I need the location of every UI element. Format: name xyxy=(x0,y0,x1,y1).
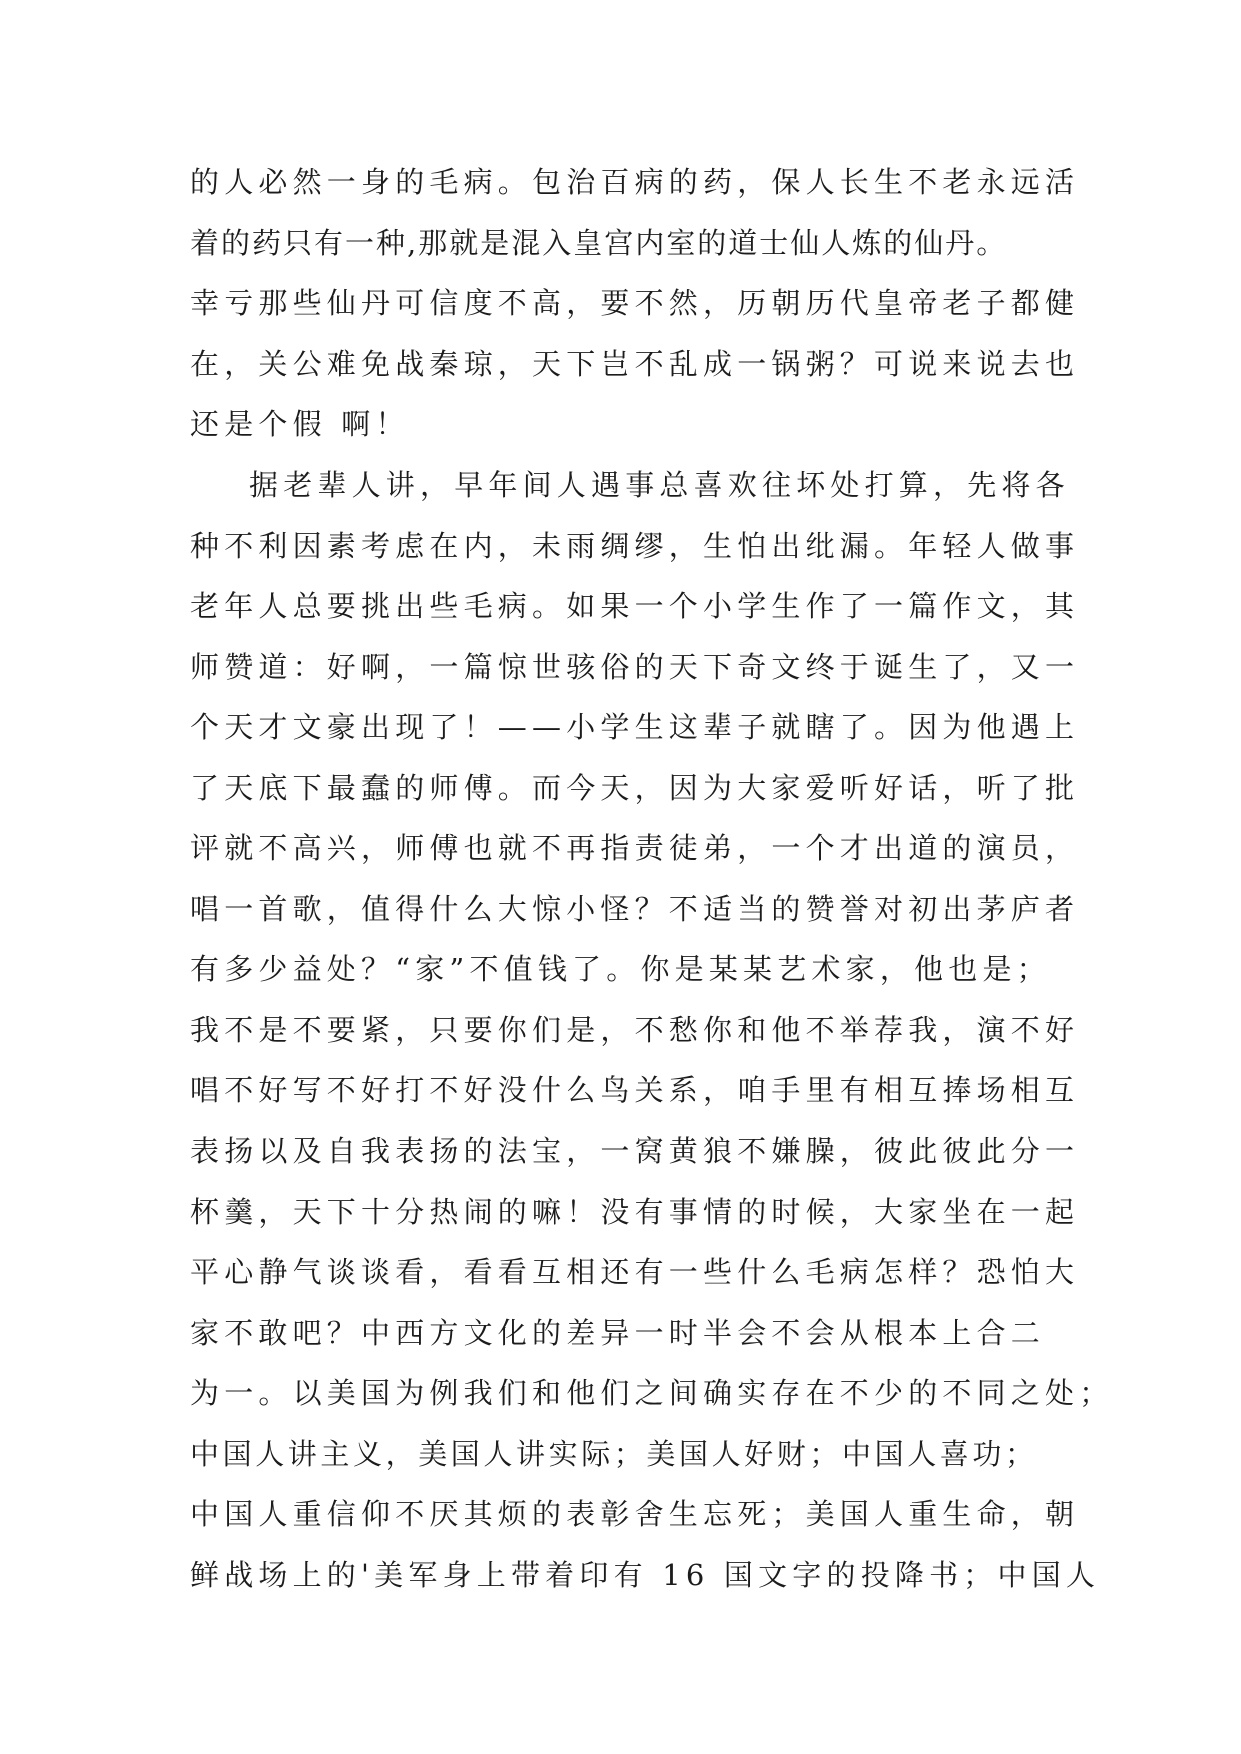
paragraph-start-line: 据老辈人讲，早年间人遇事总喜欢往坏处打算，先将各 xyxy=(249,468,1070,502)
text-line: 鲜战场上的'美军身上带着印有 16 国文字的投降书；中国人 xyxy=(190,1558,1101,1592)
text-line: 在，关公难免战秦琼，天下岂不乱成一锅粥？可说来说去也 xyxy=(190,347,1080,381)
text-line: 中国人重信仰不厌其烦的表彰舍生忘死；美国人重生命，朝 xyxy=(190,1497,1080,1531)
text-line: 还是个假 啊！ xyxy=(190,407,410,441)
text-line: 中国人讲主义，美国人讲实际；美国人好财；中国人喜功； xyxy=(190,1437,1038,1471)
text-line: 着的药只有一种,那就是混入皇宫内室的道士仙人炼的仙丹。 xyxy=(190,226,1008,260)
text-line: 平心静气谈谈看，看看互相还有一些什么毛病怎样？恐怕大 xyxy=(190,1255,1080,1289)
text-line: 表扬以及自我表扬的法宝，一窝黄狼不嫌臊，彼此彼此分一 xyxy=(190,1134,1080,1168)
text-line: 老年人总要挑出些毛病。如果一个小学生作了一篇作文，其 xyxy=(190,589,1080,623)
text-line: 有多少益处？“家”不值钱了。你是某某艺术家，他也是； xyxy=(190,952,1051,986)
text-line: 个天才文豪出现了！——小学生这辈子就瞎了。因为他遇上 xyxy=(190,710,1080,744)
text-line: 唱不好写不好打不好没什么鸟关系，咱手里有相互捧场相互 xyxy=(190,1073,1080,1107)
text-line: 种不利因素考虑在内，未雨绸缪，生怕出纰漏。年轻人做事 xyxy=(190,529,1080,563)
text-line: 我不是不要紧，只要你们是，不愁你和他不举荐我，演不好 xyxy=(190,1013,1080,1047)
text-line: 为一。以美国为例我们和他们之间确实存在不少的不同之处； xyxy=(190,1376,1114,1410)
text-line: 幸亏那些仙丹可信度不高，要不然，历朝历代皇帝老子都健 xyxy=(190,286,1080,320)
text-line: 家不敢吧？中西方文化的差异一时半会不会从根本上合二 xyxy=(190,1316,1046,1350)
text-line: 杯羹，天下十分热闹的嘛！没有事情的时候，大家坐在一起 xyxy=(190,1195,1080,1229)
text-line: 的人必然一身的毛病。包治百病的药，保人长生不老永远活 xyxy=(190,165,1080,199)
text-line: 师赞道：好啊，一篇惊世骇俗的天下奇文终于诞生了，又一 xyxy=(190,650,1080,684)
text-line: 评就不高兴，师傅也就不再指责徒弟，一个才出道的演员， xyxy=(190,831,1080,865)
text-line: 唱一首歌，值得什么大惊小怪？不适当的赞誉对初出茅庐者 xyxy=(190,892,1080,926)
text-line: 了天底下最蠢的师傅。而今天，因为大家爱听好话，听了批 xyxy=(190,771,1080,805)
